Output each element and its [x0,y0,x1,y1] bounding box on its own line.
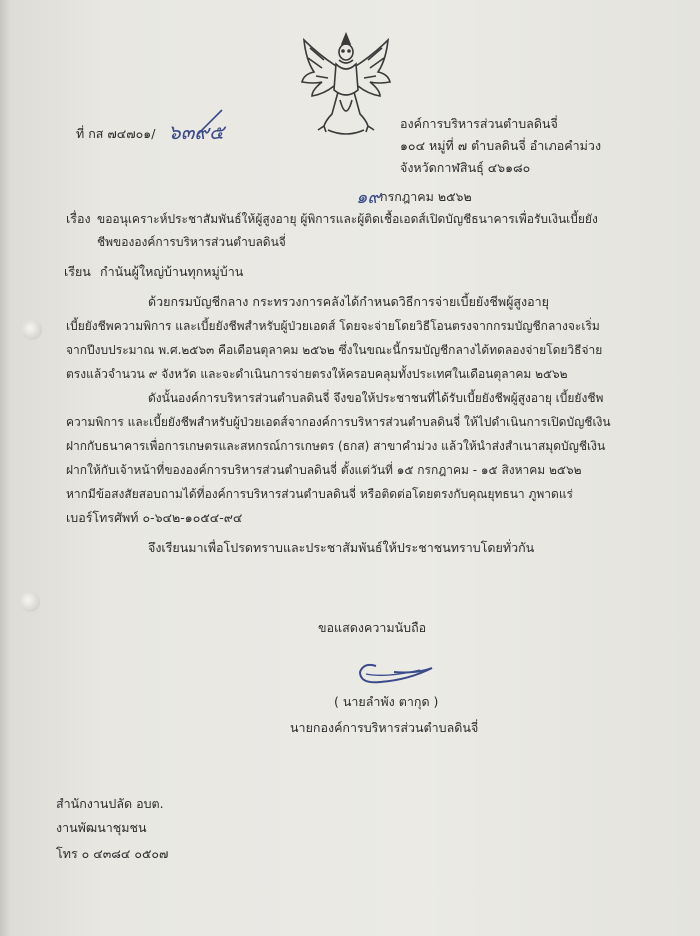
letter-reference-handwritten: ๖๓๙๕ [168,120,225,144]
sender-address-line2: จังหวัดกาฬสินธุ์ ๔๖๑๘๐ [400,160,531,175]
sender-address-line1: ๑๐๔ หมู่ที่ ๗ ตำบลดินจี่ อำเภอคำม่วง [400,138,602,153]
subject-label: เรื่อง [66,211,91,226]
para1-line: เบี้ยยังชีพความพิการ และเบี้ยยังชีพสำหรับผู้ป่วยเอดส์ โดยจะจ่ายโดยวิธีโอนตรงจากกรมบัญชีกลางจะเริ่ม [66,319,600,333]
para2-line: ฝากให้กับเจ้าหน้าที่ขององค์การบริหารส่วนตำบลดินจี่ ตั้งแต่วันที่ ๑๕ กรกฎาคม - ๑๕ สิงหาคม ๒๕๖๒ [66,463,582,477]
salutation-recipient: กำนันผู้ใหญ่บ้านทุกหมู่บ้าน [100,264,244,279]
date-day-handwritten: ๑๙ [356,187,381,208]
handwritten-signature [346,652,446,692]
footer-office: สำนักงานปลัด อบต. [56,796,164,811]
sender-org: องค์การบริหารส่วนตำบลดินจี่ [400,116,558,131]
para2-line: ความพิการ และเบี้ยยังชีพสำหรับผู้ป่วยเอดส์จากองค์การบริหารส่วนตำบลดินจี่ ให้ไปดำเนินการเปิดบัญชีเงิน [66,415,611,429]
footer-phone: โทร ๐ ๔๓๘๔ ๐๕๐๗ [56,846,169,861]
closing: ขอแสดงความนับถือ [318,620,427,635]
para2-line: ฝากกับธนาคารเพื่อการเกษตรและสหกรณ์การเกษตร (ธกส) สาขาคำม่วง แล้วให้นำส่งสำเนาสมุดบัญชีเงิน [66,439,606,453]
subject-line1: ขออนุเคราะห์ประชาสัมพันธ์ให้ผู้สูงอายุ ผู้พิการและผู้ติดเชื้อเอดส์เปิดบัญชีธนาคารเพื่อรับเงินเบี้ยยัง [97,212,598,226]
para3: จึงเรียนมาเพื่อโปรดทราบและประชาสัมพันธ์ให้ประชาชนทราบโดยทั่วกัน [148,540,535,555]
signer-name: ( นายลำพัง ตากุด ) [334,694,439,709]
reference-flourish [196,108,226,138]
letter-reference-prefix: ที่ กส ๗๔๗๐๑/ [76,126,156,141]
para1-line: ด้วยกรมบัญชีกลาง กระทรวงการคลังได้กำหนดวิธีการจ่ายเบี้ยยังชีพผู้สูงอายุ [148,294,549,309]
signer-title: นายกองค์การบริหารส่วนตำบลดินจี่ [290,720,479,735]
para2-line: เบอร์โทรศัพท์ ๐-๖๔๒-๑๐๕๔-๙๔ [66,510,243,525]
para2-line: หากมีข้อสงสัยสอบถามได้ที่องค์การบริหารส่วนตำบลดินจี่ หรือติดต่อโดยตรงกับคุณยุทธนา ภูพาดแร่ [66,487,573,501]
punch-hole-bottom [20,592,40,612]
para1-line: ตรงแล้วจำนวน ๙ จังหวัด และจะดำเนินการจ่ายตรงให้ครอบคลุมทั้งประเทศในเดือนตุลาคม ๒๕๖๒ [66,367,568,381]
footer-department: งานพัฒนาชุมชน [56,820,147,835]
para2-line: ดังนั้นองค์การบริหารส่วนตำบลดินจี่ จึงขอให้ประชาชนที่ได้รับเบี้ยยังชีพผู้สูงอายุ เบี้ยยังชีพ [148,391,604,405]
salutation-label: เรียน [64,264,91,279]
paper-edge-shadow [0,0,10,936]
para1-line: จากปีงบประมาณ พ.ศ.๒๕๖๓ คือเดือนตุลาคม ๒๕๖๒ ซึ่งในขณะนี้กรมบัญชีกลางได้ทดลองจ่ายโดยวิธีจ่าย [66,343,603,357]
punch-hole-top [22,320,42,340]
garuda-emblem [298,30,394,138]
date-month-year: กรกฎาคม ๒๕๖๒ [380,189,472,204]
subject-line2: ชีพขององค์การบริหารส่วนตำบลดินจี่ [97,235,286,249]
